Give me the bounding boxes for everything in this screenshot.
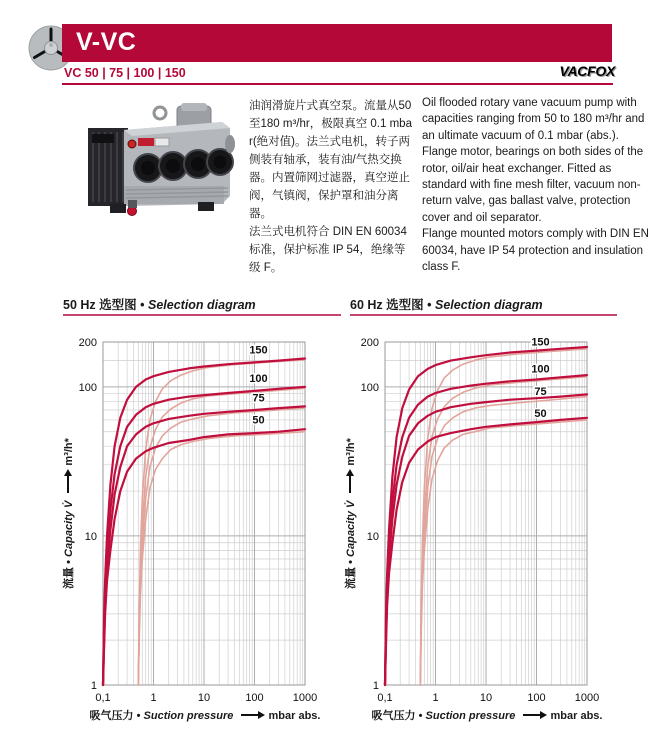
chart-canvas [63, 332, 317, 715]
x-tick-label: 0,1 [377, 692, 393, 704]
x-tick-label: 0,1 [95, 692, 111, 704]
bullet-separator: • [63, 560, 75, 564]
bullet-separator: • [140, 298, 145, 312]
y-axis-unit: m³/h* [345, 438, 357, 466]
y-tick-label: 100 [360, 381, 379, 394]
bullet-separator: • [418, 710, 423, 722]
arrow-right-icon [67, 475, 69, 493]
x-tick-label: 100 [527, 692, 546, 704]
zh-paragraph-2: 法兰式电机符合 DIN EN 60034 标准，保护标准 IP 54，绝缘等级 F。 [249, 226, 407, 274]
curve-50-aux [420, 420, 587, 685]
arrow-right-icon [349, 475, 351, 493]
y-axis-label-en: Capacity V̇ [345, 500, 357, 557]
x-tick-label: 10 [479, 692, 493, 704]
curve-50-aux [138, 432, 305, 685]
description-english [422, 95, 656, 275]
arrow-right-icon [523, 714, 541, 716]
model-range-subtitle: VC 50 | 75 | 100 | 150 [64, 66, 186, 80]
y-axis-label-zh: 流量 [63, 566, 75, 589]
en-paragraph-1: Oil flooded rotary vane vacuum pump with capacities ranging from 50 to 180 m³/hr and an ultimate vacuum of 0.1 mbar (abs.). Flange motor, bearings on both sides of the rotor, oil/air heat exchanger. Fitted as standard with fine mesh filter, vacuum non-return valve, gas ballast valve, protection cover and oil separator. [422, 97, 645, 224]
header-divider [62, 83, 613, 85]
curve-75-aux [138, 408, 305, 685]
arrow-right-icon [241, 714, 259, 716]
bullet-separator: • [345, 560, 357, 564]
x-axis-unit: mbar abs. [550, 710, 603, 722]
x-axis-label-en: Suction pressure [143, 710, 234, 722]
page-title: V-VC [76, 28, 137, 56]
curve-label-100: 100 [531, 363, 550, 376]
x-tick-label: 1 [432, 692, 439, 704]
en-paragraph-2: Flange mounted motors comply with DIN EN 60034, have IP 54 protection and insulation class F. [422, 228, 649, 274]
y-axis-label-50hz [60, 342, 75, 685]
y-tick-label: 1 [372, 680, 379, 692]
y-tick-label: 100 [78, 381, 97, 394]
curve-label-150: 150 [249, 344, 268, 357]
x-tick-label: 100 [245, 692, 264, 704]
vacfox-logo: VACFOX [559, 63, 615, 79]
curve-label-75: 75 [534, 386, 547, 399]
y-tick-label: 10 [84, 530, 97, 543]
x-tick-label: 10 [197, 692, 211, 704]
x-tick-label: 1 [150, 692, 157, 704]
curve-label-75: 75 [252, 392, 265, 405]
x-axis-label-en: Suction pressure [425, 710, 516, 722]
section-title-50hz-en: Selection diagram [148, 298, 256, 312]
x-axis-label-60hz [362, 707, 612, 723]
curve-label-100: 100 [249, 372, 268, 385]
curve-75-aux [420, 397, 587, 685]
y-tick-label: 10 [366, 530, 379, 543]
curve-label-50: 50 [534, 407, 547, 420]
selection-diagram-50hz-chart [63, 332, 317, 715]
curve-label-50: 50 [252, 414, 265, 427]
description-chinese [249, 97, 413, 277]
x-axis-label-zh: 吸气压力 [371, 710, 416, 722]
header-bar [62, 24, 612, 62]
curve-100-aux [420, 377, 587, 685]
section-title-60hz-en: Selection diagram [435, 298, 543, 312]
curve-label-150: 150 [531, 336, 550, 349]
section-title-60hz-zh: 60 Hz 选型图 [350, 298, 424, 312]
y-axis-label-60hz [342, 342, 357, 685]
y-axis-label-en: Capacity V̇ [63, 500, 75, 557]
section-title-50hz [63, 295, 256, 313]
section-rule-50hz [63, 314, 341, 316]
x-axis-unit: mbar abs. [268, 710, 321, 722]
section-title-60hz [350, 295, 543, 313]
y-axis-unit: m³/h* [63, 438, 75, 466]
x-tick-label: 1000 [574, 692, 599, 704]
bullet-separator: • [136, 710, 141, 722]
x-axis-label-50hz [80, 707, 330, 723]
x-tick-label: 1000 [292, 692, 317, 704]
x-axis-label-zh: 吸气压力 [89, 710, 134, 722]
zh-paragraph-1: 油润滑旋片式真空泵。流量从50至180 m³/hr，极限真空 0.1 mbar(绝对值)。法兰式电机，转子两侧装有轴承，装有油/气热交换器。内置筛网过滤器，真空逆止阀，气镇阀，保护罩和油分离器。 [249, 100, 412, 220]
y-tick-label: 1 [90, 680, 97, 692]
selection-diagram-60hz-chart [345, 332, 599, 715]
product-photo [80, 100, 235, 224]
y-tick-label: 200 [360, 337, 379, 349]
bullet-separator: • [427, 298, 432, 312]
y-axis-label-zh: 流量 [345, 566, 357, 589]
y-tick-label: 200 [78, 337, 97, 349]
section-rule-60hz [350, 314, 617, 316]
section-title-50hz-zh: 50 Hz 选型图 [63, 298, 137, 312]
chart-canvas [345, 332, 599, 715]
